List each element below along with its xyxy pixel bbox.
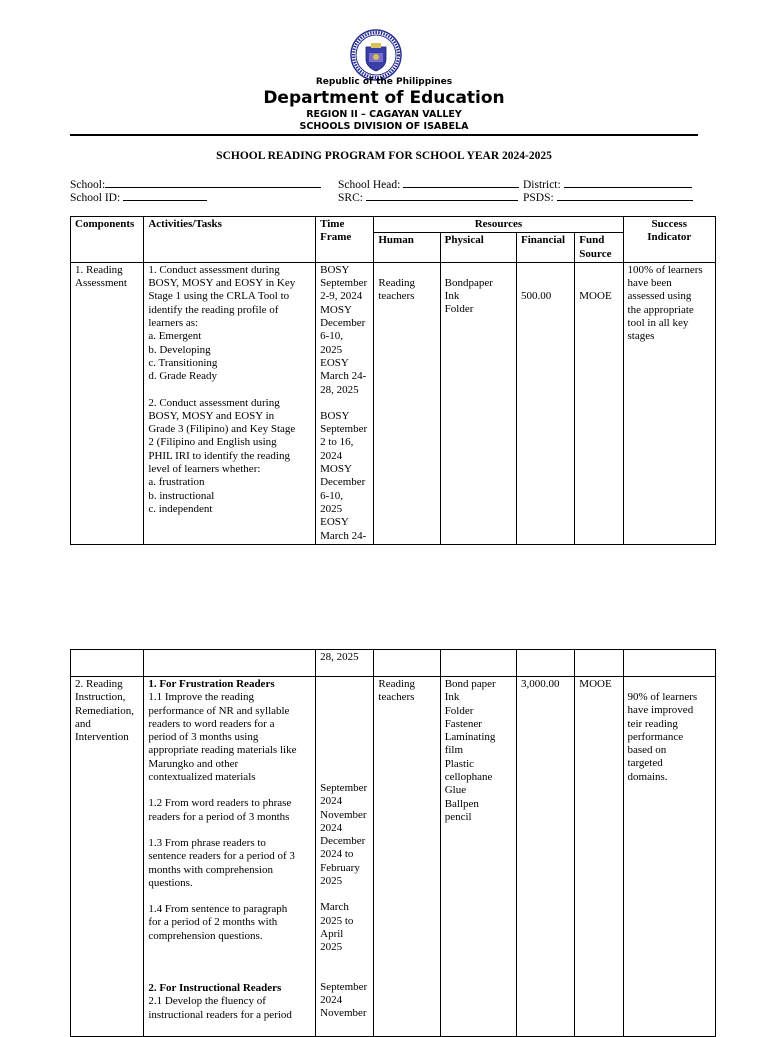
cell-line: 2025 bbox=[320, 875, 343, 888]
cell-line bbox=[320, 678, 369, 691]
cell-line: Grade 3 (Filipino) and Key Stage bbox=[148, 423, 296, 436]
cell-line: BOSY bbox=[320, 409, 350, 422]
cell-line bbox=[378, 264, 435, 277]
row2-component bbox=[71, 677, 144, 1037]
cell-line: Bond paper bbox=[444, 678, 496, 690]
cell-line: 2024 bbox=[320, 821, 343, 834]
row2-human bbox=[374, 677, 440, 1037]
cell-line: 2025 to bbox=[320, 914, 354, 927]
row1-fund-source bbox=[575, 262, 623, 544]
cell-line bbox=[320, 743, 369, 756]
document-title: SCHOOL READING PROGRAM FOR SCHOOL YEAR 2024-2025 bbox=[216, 150, 552, 162]
col-human: Human bbox=[374, 233, 440, 263]
src-label: SRC: bbox=[338, 192, 363, 204]
cell-line: 2. Reading bbox=[75, 678, 123, 690]
cell-line: c. Transitioning bbox=[148, 356, 218, 369]
cell-line: March 24- bbox=[320, 529, 367, 542]
republic-line: Republic of the Philippines bbox=[315, 77, 453, 87]
cell-line: 2024 to bbox=[320, 848, 354, 861]
col-resources: Resources bbox=[374, 217, 623, 233]
row1-human bbox=[374, 262, 440, 544]
cell-line: c. independent bbox=[148, 502, 213, 515]
frustration-readers-heading: 1. For Frustration Readers bbox=[148, 678, 275, 690]
cell-line: pencil bbox=[444, 810, 472, 823]
cell-line bbox=[320, 968, 369, 981]
success-label-2: Indicator bbox=[647, 231, 692, 244]
division-line: SCHOOLS DIVISION OF ISABELA bbox=[299, 121, 469, 132]
row1-cont-success bbox=[623, 650, 715, 677]
cell-line: for a period of 2 months with bbox=[148, 916, 278, 929]
department-title: Department of Education bbox=[263, 88, 505, 108]
school-blank bbox=[105, 177, 321, 188]
school-head-label: School Head: bbox=[338, 179, 401, 191]
cell-line: 2 (Filipino and English using bbox=[148, 436, 277, 449]
cell-line: teachers bbox=[378, 290, 415, 303]
cell-line: Remediation, bbox=[75, 704, 134, 717]
cell-line: September bbox=[320, 980, 368, 993]
cell-line: December bbox=[320, 835, 366, 848]
col-components: Components bbox=[71, 217, 144, 263]
col-activities: Activities/Tasks bbox=[144, 217, 316, 263]
cell-line: 1.1 Improve the reading bbox=[148, 691, 255, 704]
psds-label: PSDS: bbox=[523, 192, 554, 204]
row1-time-frame bbox=[316, 262, 374, 544]
col-financial: Financial bbox=[517, 233, 575, 263]
cell-line: questions. bbox=[148, 876, 193, 889]
cell-line bbox=[320, 397, 369, 410]
cell-line: EOSY bbox=[320, 516, 349, 529]
fund-label-1: Fund bbox=[579, 234, 605, 247]
row1-cont-physical bbox=[440, 650, 516, 677]
cell-line: 3,000.00 bbox=[521, 678, 560, 690]
cell-line: Plastic bbox=[444, 757, 475, 770]
cell-line: February bbox=[320, 861, 360, 874]
cell-line: December bbox=[320, 317, 366, 330]
cell-line: appropriate reading materials like bbox=[148, 744, 297, 757]
cell-line: d. Grade Ready bbox=[148, 370, 218, 383]
reading-program-table-continued bbox=[70, 649, 716, 1037]
cell-line: sentence readers for a period of 3 bbox=[148, 850, 295, 863]
header-rule bbox=[70, 134, 698, 136]
cell-line: contextualized materials bbox=[148, 771, 256, 784]
cell-line: 1. Reading bbox=[75, 263, 123, 276]
cell-line: 2024 bbox=[320, 993, 343, 1006]
cell-line: EOSY bbox=[320, 356, 349, 369]
cell-line bbox=[320, 756, 369, 769]
row1-cont-time-frame: 28, 2025 bbox=[316, 650, 374, 677]
time-frame-label-1: Time bbox=[320, 218, 345, 230]
cell-line: 1.2 From word readers to phrase bbox=[148, 797, 292, 810]
cell-line: readers to word readers for a bbox=[148, 717, 275, 730]
row2-activities bbox=[144, 677, 316, 1037]
cell-line: Folder bbox=[444, 704, 474, 717]
src-field bbox=[338, 190, 518, 205]
deped-seal-icon bbox=[350, 29, 402, 81]
cell-line: identify the reading profile of bbox=[148, 303, 279, 316]
cell-line: Ink bbox=[444, 691, 460, 704]
cell-line: performance of NR and syllable bbox=[148, 704, 290, 717]
cell-line: have improved bbox=[627, 704, 694, 717]
cell-line: stages bbox=[627, 330, 655, 343]
cell-line: 2024 bbox=[320, 449, 343, 462]
cell-line bbox=[148, 384, 311, 397]
frustration-readers-list bbox=[148, 691, 311, 982]
cell-line: September bbox=[320, 423, 368, 436]
cell-line: 1.4 From sentence to paragraph bbox=[148, 903, 288, 916]
district-label: District: bbox=[523, 179, 561, 191]
cell-line: 28, 2025 bbox=[320, 383, 359, 396]
cell-line bbox=[148, 969, 311, 982]
cell-line: 100% of learners bbox=[627, 263, 703, 276]
school-id-blank bbox=[123, 190, 207, 201]
instructional-readers-heading: 2. For Instructional Readers bbox=[148, 982, 282, 995]
row1-cont-financial bbox=[517, 650, 575, 677]
cell-line: assessed using bbox=[627, 290, 692, 303]
col-fund-source bbox=[575, 233, 623, 263]
region-line: REGION II – CAGAYAN VALLEY bbox=[306, 109, 462, 120]
cell-line: have been bbox=[627, 277, 672, 290]
cell-line: the appropriate bbox=[627, 303, 694, 316]
cell-line: Reading bbox=[378, 276, 416, 289]
cell-line bbox=[320, 888, 369, 901]
cell-line bbox=[320, 955, 369, 968]
header-row bbox=[71, 217, 716, 233]
school-head-blank bbox=[403, 177, 519, 188]
row1-component bbox=[71, 262, 144, 544]
cell-line: BOSY bbox=[320, 263, 350, 276]
cell-line: cellophane bbox=[444, 771, 493, 784]
row1-financial bbox=[517, 262, 575, 544]
cell-line: MOOE bbox=[579, 289, 612, 302]
cell-line: period of 3 months using bbox=[148, 731, 259, 744]
cell-line: 6-10, bbox=[320, 330, 344, 343]
cell-line: teachers bbox=[378, 691, 415, 704]
cell-line: Instruction, bbox=[75, 691, 126, 704]
cell-line: and bbox=[75, 717, 91, 730]
cell-line bbox=[579, 264, 618, 277]
cell-line: March 24- bbox=[320, 370, 367, 383]
cell-line: Intervention bbox=[75, 731, 129, 744]
cell-line: based on bbox=[627, 744, 667, 757]
cell-line bbox=[628, 678, 711, 691]
school-id-label: School ID: bbox=[70, 192, 121, 204]
cell-line bbox=[320, 717, 369, 730]
src-blank bbox=[366, 190, 518, 201]
cell-line bbox=[445, 264, 512, 277]
row2-financial bbox=[517, 677, 575, 1037]
cell-line: Reading bbox=[378, 678, 416, 690]
cell-line: PHIL IRI to identify the reading bbox=[148, 449, 290, 462]
cell-line bbox=[320, 704, 369, 717]
cell-line: comprehension questions. bbox=[148, 929, 263, 942]
row1-physical bbox=[440, 262, 516, 544]
cell-line: a. Emergent bbox=[148, 330, 202, 343]
row1-cont-human bbox=[374, 650, 440, 677]
row2-fund-source bbox=[575, 677, 623, 1037]
cell-line: BOSY, MOSY and EOSY in bbox=[148, 409, 275, 422]
cell-line: Ballpen bbox=[444, 797, 479, 810]
cell-line: 1.3 From phrase readers to bbox=[148, 836, 266, 849]
cell-line: b. Developing bbox=[148, 343, 211, 356]
cell-line: level of learners whether: bbox=[148, 463, 261, 476]
cell-line: 6-10, bbox=[320, 489, 344, 502]
cell-line: Stage 1 using the CRLA Tool to bbox=[148, 290, 290, 303]
cell-line: Marungko and other bbox=[148, 757, 239, 770]
cell-line: 90% of learners bbox=[627, 691, 698, 703]
table-row bbox=[71, 650, 716, 677]
cell-line: 2-9, 2024 bbox=[320, 290, 363, 303]
cell-line bbox=[148, 943, 311, 956]
cell-line: 500.00 bbox=[521, 289, 552, 302]
row1-cont-component bbox=[71, 650, 144, 677]
success-label-1: Success bbox=[651, 218, 687, 230]
cell-line: BOSY, MOSY and EOSY in Key bbox=[148, 277, 296, 290]
row1-success bbox=[623, 262, 715, 544]
table-row bbox=[71, 677, 716, 1037]
cell-line: MOSY bbox=[320, 303, 352, 316]
cell-line: March bbox=[320, 901, 349, 914]
col-time-frame bbox=[316, 217, 374, 263]
cell-line: November bbox=[320, 1007, 367, 1020]
cell-line: 2. Conduct assessment during bbox=[148, 396, 280, 409]
cell-line bbox=[148, 824, 311, 837]
cell-line: December bbox=[320, 476, 366, 489]
psds-field bbox=[523, 190, 693, 205]
instructional-readers-list bbox=[148, 995, 311, 1022]
cell-line: 2 to 16, bbox=[320, 436, 354, 449]
cell-line: 2025 bbox=[320, 343, 343, 356]
row1-activities bbox=[144, 262, 316, 544]
cell-line: 1. Conduct assessment during bbox=[148, 263, 280, 276]
cell-line: months with comprehension bbox=[148, 863, 273, 876]
cell-line: instructional readers for a period bbox=[148, 1008, 292, 1021]
cell-line: learners as: bbox=[148, 317, 199, 330]
time-frame-label-2: Frame bbox=[320, 231, 352, 244]
cell-line bbox=[320, 730, 369, 743]
cell-line: a. frustration bbox=[148, 476, 205, 489]
cell-line: 2.1 Develop the fluency of bbox=[148, 995, 266, 1008]
row2-time-frame bbox=[316, 677, 374, 1037]
school-label: School: bbox=[70, 179, 106, 191]
cell-line: Glue bbox=[444, 784, 467, 797]
cell-line: tool in all key bbox=[627, 317, 689, 330]
cell-line: Assessment bbox=[75, 277, 127, 290]
cell-line: b. instructional bbox=[148, 489, 215, 502]
fund-label-2: Source bbox=[579, 247, 612, 260]
cell-line: MOOE bbox=[579, 678, 612, 690]
col-success bbox=[623, 217, 715, 263]
cell-line bbox=[521, 277, 570, 290]
cell-line: targeted bbox=[627, 757, 663, 770]
col-physical: Physical bbox=[440, 233, 516, 263]
cell-line: film bbox=[444, 744, 464, 757]
cell-line: MOSY bbox=[320, 463, 352, 476]
row1-cont-activities bbox=[144, 650, 316, 677]
psds-blank bbox=[557, 190, 693, 201]
district-blank bbox=[564, 177, 692, 188]
cell-line bbox=[320, 769, 369, 782]
cell-line: September bbox=[320, 277, 368, 290]
cell-line bbox=[148, 784, 311, 797]
cell-line: teir reading bbox=[627, 717, 678, 730]
cell-line: performance bbox=[627, 730, 684, 743]
row2-success bbox=[623, 677, 715, 1037]
cell-line bbox=[148, 890, 311, 903]
cell-line: Ink bbox=[444, 290, 460, 303]
cell-line bbox=[579, 277, 618, 290]
cell-line: 2025 bbox=[320, 502, 343, 515]
cell-line: domains. bbox=[627, 770, 668, 783]
cell-line: 2025 bbox=[320, 941, 343, 954]
reading-program-table bbox=[70, 216, 716, 545]
cell-line bbox=[521, 264, 570, 277]
row1-cont-fund-source bbox=[575, 650, 623, 677]
table-row bbox=[71, 262, 716, 544]
cell-line bbox=[148, 956, 311, 969]
cell-line: readers for a period of 3 months bbox=[148, 810, 290, 823]
cell-line: September bbox=[320, 782, 368, 794]
cell-line: November bbox=[320, 808, 367, 821]
cell-line: Bondpaper bbox=[444, 276, 493, 289]
cell-line: 2024 bbox=[320, 795, 343, 808]
cell-line: Laminating bbox=[444, 731, 496, 744]
row2-physical bbox=[440, 677, 516, 1037]
school-id-field bbox=[70, 190, 207, 205]
cell-line: Folder bbox=[444, 303, 474, 316]
cell-line: April bbox=[320, 927, 344, 940]
cell-line bbox=[320, 691, 369, 704]
cell-line: Fastener bbox=[444, 717, 482, 730]
